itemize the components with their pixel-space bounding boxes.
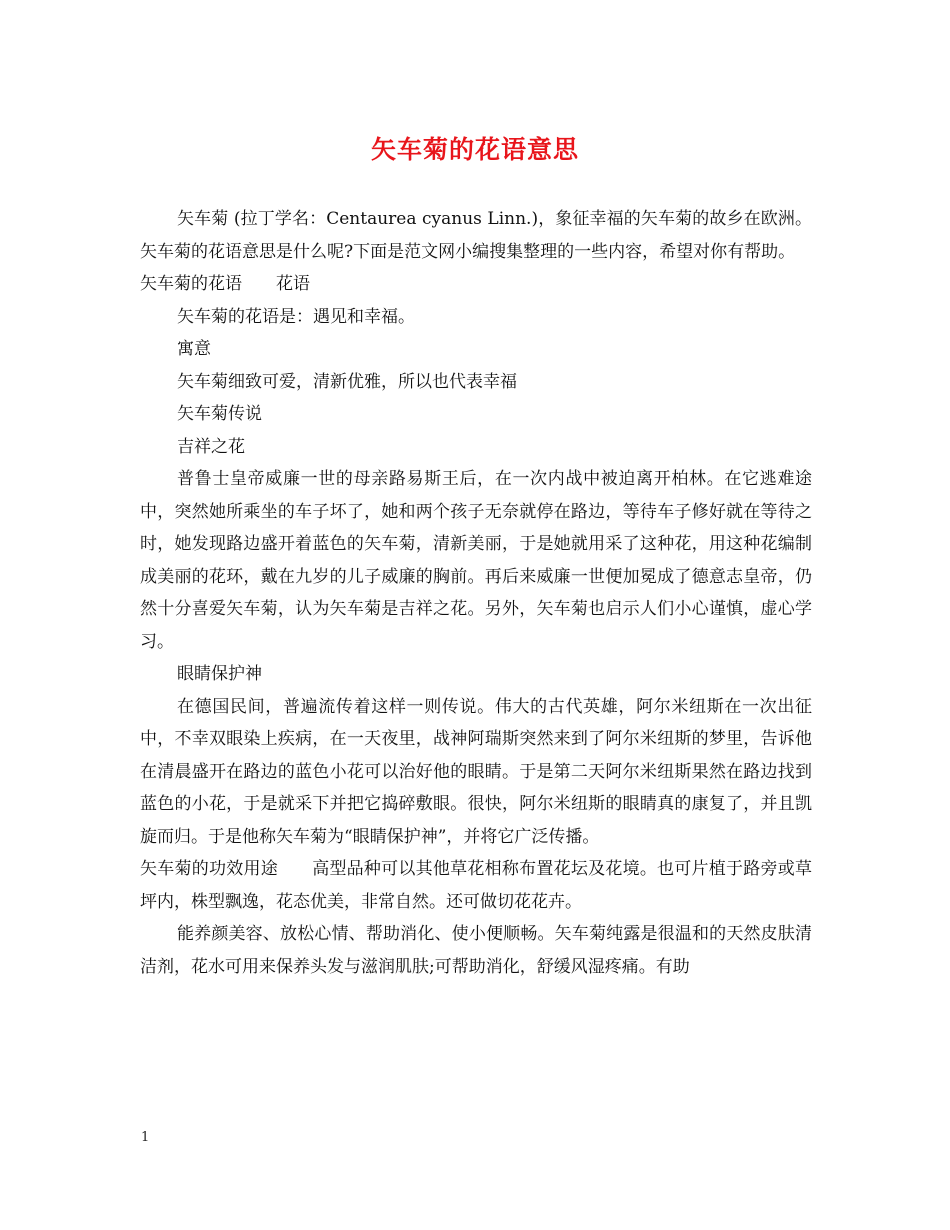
legend-heading: 矢车菊传说	[177, 404, 262, 424]
meaning-heading: 寓意	[177, 339, 211, 359]
intro-paragraph: 矢车菊 (拉丁学名：Centaurea cyanus Linn.)，象征幸福的矢车菊的故乡在欧洲。矢车菊的花语意思是什么呢?下面是范文网小编搜集整理的一些内容，希望对你有帮助。	[140, 209, 812, 262]
uses-text: 高型品种可以其他草花相称布置花坛及花境。也可片植于路旁或草坪内，株型飘逸，花态优美，非常自然。还可做切花花卉。	[140, 859, 813, 912]
section-heading-flower-language: 矢车菊的花语	[140, 274, 242, 294]
subheading-flower-language: 花语	[276, 274, 310, 294]
flower-language-paragraph: 矢车菊的花语是：遇见和幸福。	[177, 306, 415, 327]
legend-sub2-heading: 眼睛保护神	[177, 664, 262, 684]
legend-sub1-paragraph: 普鲁士皇帝威廉一世的母亲路易斯王后，在一次内战中被迫离开柏林。在它逃难途中，突然她所乘坐的车子坏了，她和两个孩子无奈就停在路边，等待车子修好就在等待之时，她发现路边盛开着蓝色的矢车菊，清新美丽，于是她就用采了这种花，用这种花编制成美丽的花环，戴在九岁的儿子威廉的胸前。再后来威廉一世便加冕成了德意志皇帝，仍然十分喜爱矢车菊，认为矢车菊是吉祥之花。另外，矢车菊也启示人们小心谨慎，虚心学习。	[140, 469, 812, 652]
meaning-paragraph: 矢车菊细致可爱，清新优雅，所以也代表幸福	[177, 371, 517, 392]
uses-paragraph	[140, 853, 812, 918]
uses-paragraph-2: 能养颜美容、放松心情、帮助消化、使小便顺畅。矢车菊纯露是很温和的天然皮肤清洁剂，花水可用来保养头发与滋润肌肤;可帮助消化，舒缓风湿疼痛。有助	[140, 924, 812, 977]
page-number: 1	[141, 1130, 150, 1145]
document-body	[140, 203, 812, 983]
legend-sub2-paragraph: 在德国民间，普遍流传着这样一则传说。伟大的古代英雄，阿尔米纽斯在一次出征中，不幸双眼染上疾病，在一天夜里，战神阿瑞斯突然来到了阿尔米纽斯的梦里，告诉他在清晨盛开在路边的蓝色小花可以治好他的眼睛。于是第二天阿尔米纽斯果然在路边找到蓝色的小花，于是就采下并把它捣碎敷眼。很快，阿尔米纽斯的眼睛真的康复了，并且凯旋而归。于是他称矢车菊为“眼睛保护神”，并将它广泛传播。	[140, 696, 812, 847]
document-title: 矢车菊的花语意思	[370, 135, 579, 164]
section-heading-uses: 矢车菊的功效用途	[140, 859, 278, 879]
legend-sub1-heading: 吉祥之花	[177, 436, 245, 457]
flower-language-heading-line	[140, 268, 812, 301]
